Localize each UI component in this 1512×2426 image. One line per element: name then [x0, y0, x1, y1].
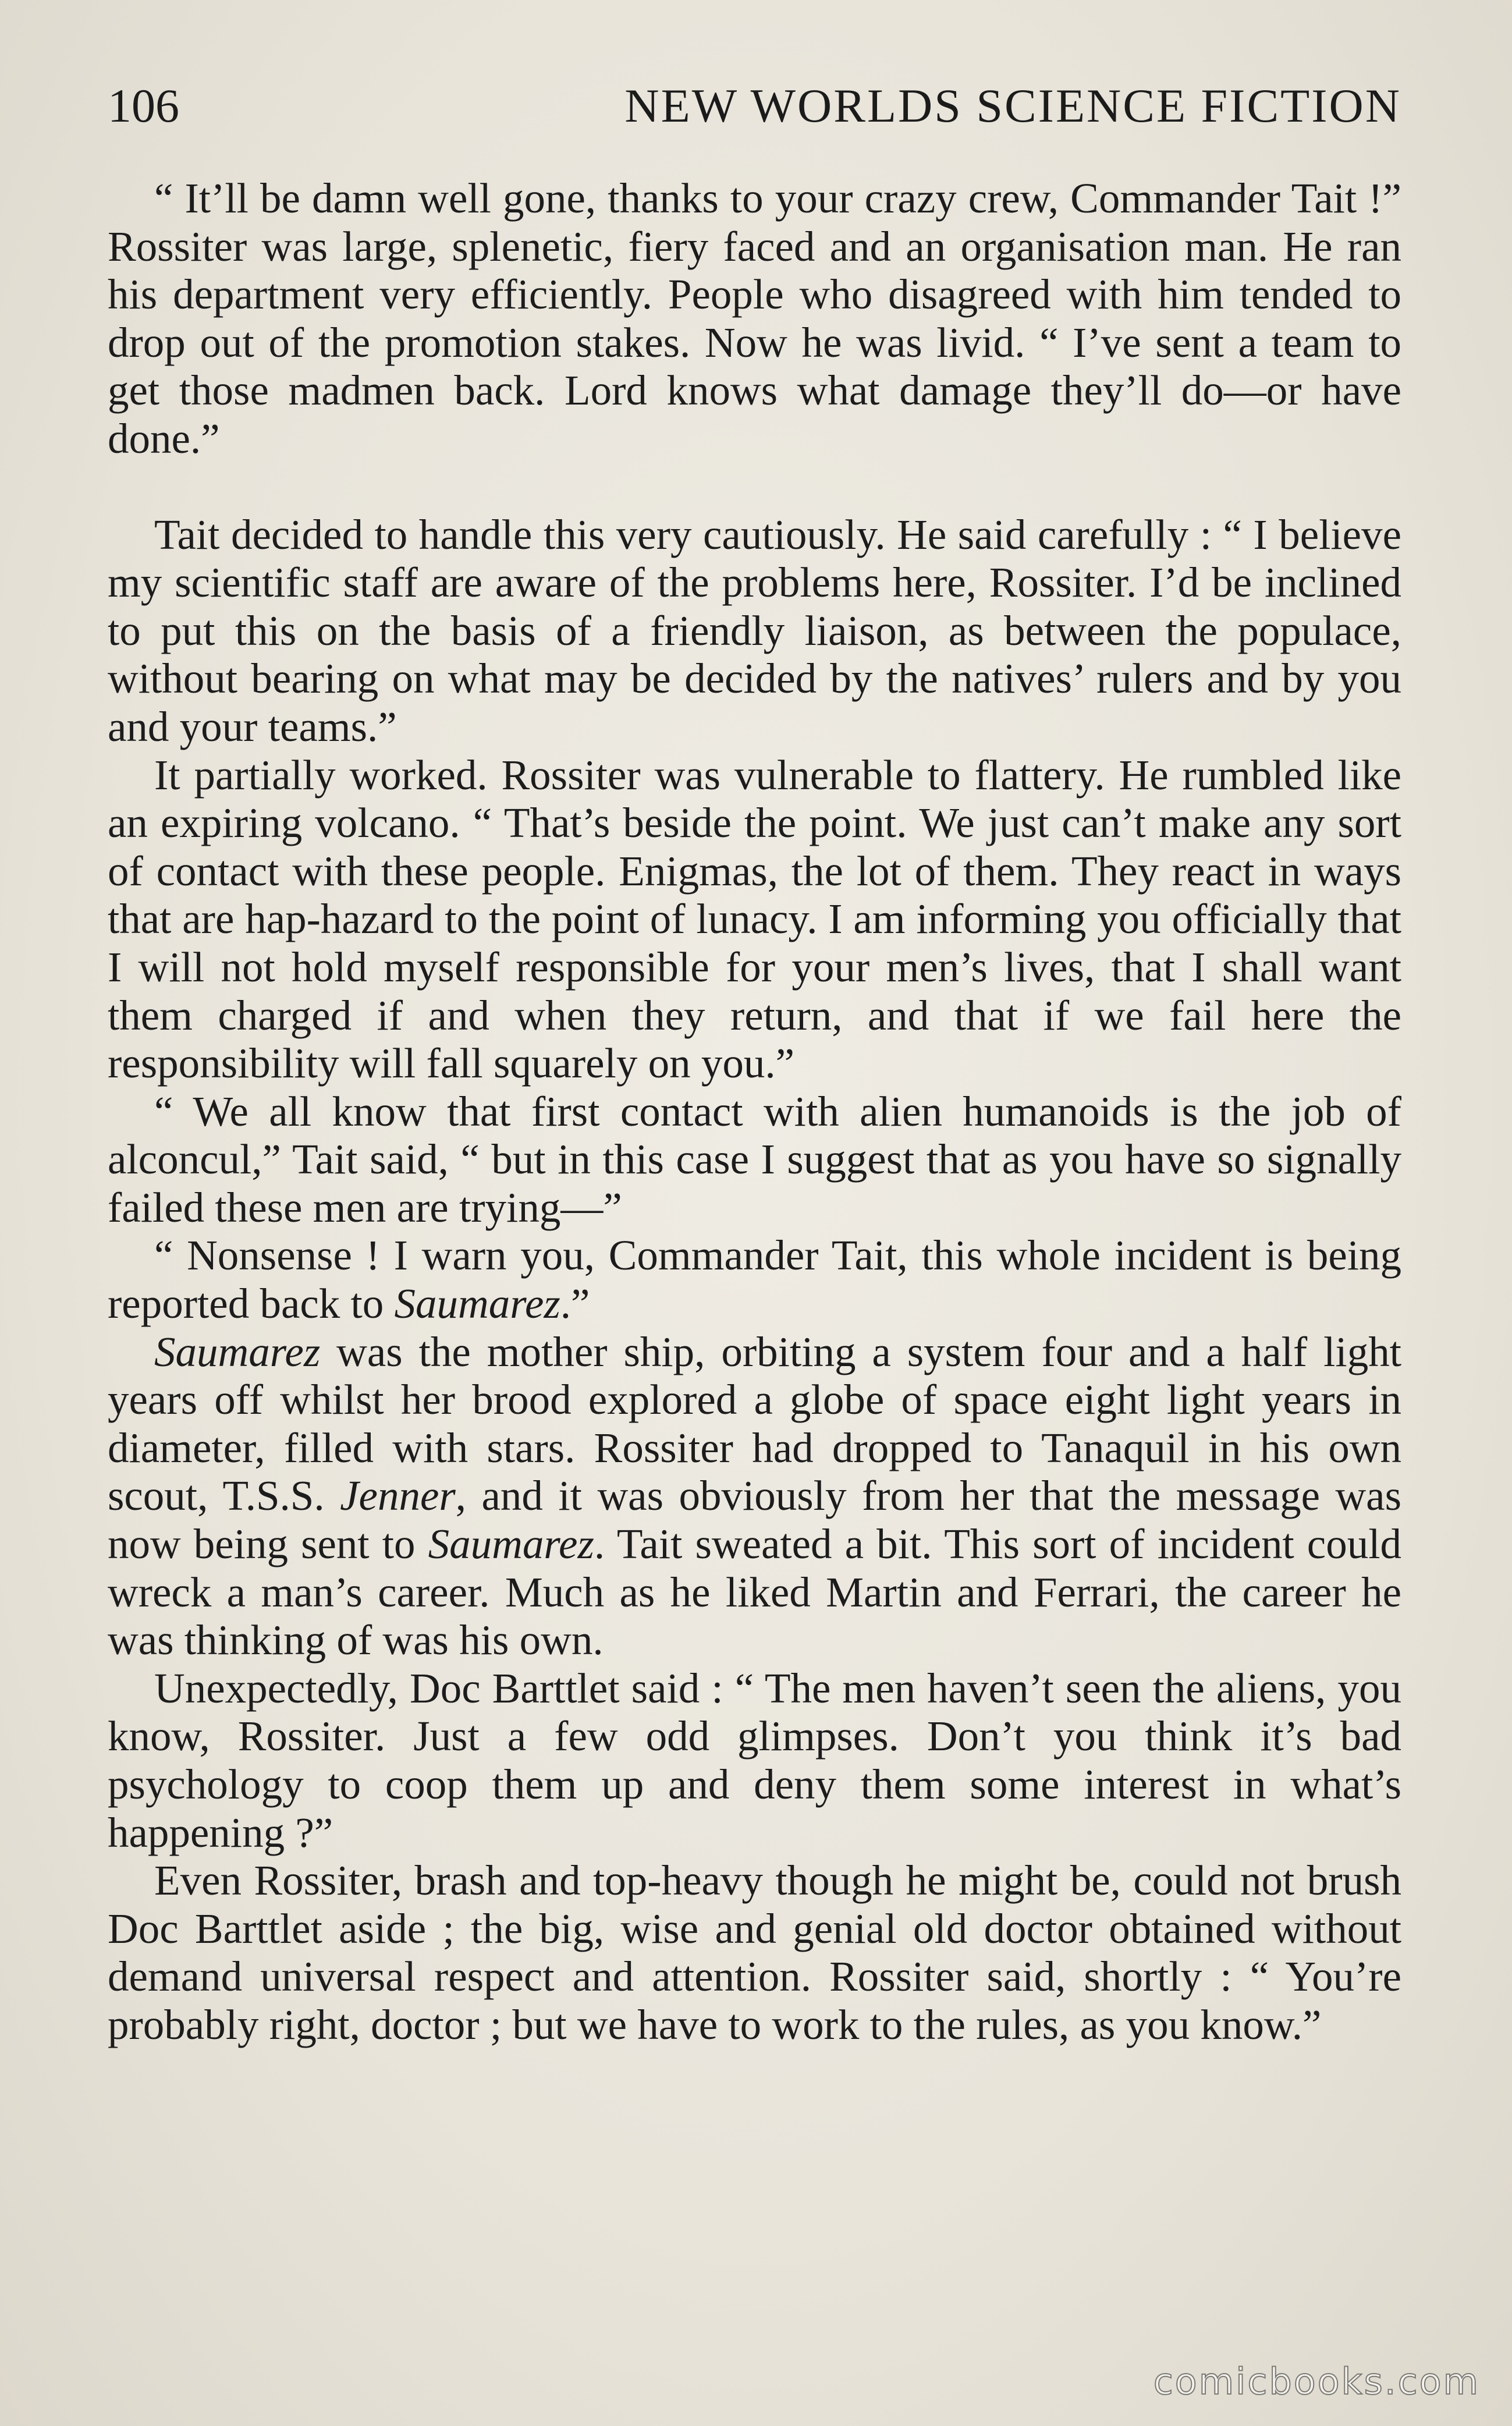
ship-name: Jenner [340, 1472, 456, 1520]
ship-name: Saumarez [154, 1328, 321, 1375]
paragraph: It partially worked. Rossiter was vulnerable to flattery. He rumbled like an expiring volcano. “ That’s beside the point. We just can’t make any sort of contact with these people. Enigmas, the lot of them. They react in ways that are hap-hazard to the point of lunacy. I am informing you officially that I will not hold myself responsible for your men’s lives, that I shall want them charged if and when they return, and that if we fail here the responsibility will fall squarely on you.” [108, 751, 1401, 1087]
paragraph: “ Nonsense ! I warn you, Commander Tait, this whole incident is being reported back to Saumarez.” [108, 1232, 1401, 1328]
ship-name: Saumarez [428, 1520, 594, 1568]
paragraph: Unexpectedly, Doc Barttlet said : “ The men haven’t seen the aliens, you know, Rossiter. Just a few odd glimpses. Don’t you think it’s bad psychology to coop them up and deny them some interest in what’s happening ?” [108, 1664, 1401, 1856]
watermark: comicbooks.com [1153, 2360, 1480, 2403]
paragraph: Saumarez was the mother ship, orbiting a system four and a half light years off whilst her brood explored a globe of space eight light years in diameter, filled with stars. Rossiter had dropped to Tanaquil in his own scout, T.S.S. Jenner, and it was obviously from her that the message was now being sent to Saumarez. Tait sweated a bit. This sort of incident could wreck a man’s career. Much as he liked Martin and Ferrari, the career he was thinking of was his own. [108, 1328, 1401, 1664]
paragraph: Tait decided to handle this very cautiously. He said carefully : “ I believe my scientific staff are aware of the problems here, Rossiter. I’d be inclined to put this on the basis of a friendly liaison, as between the populace, without bearing on what may be decided by the natives’ rulers and by you and your teams.” [108, 510, 1401, 750]
story-text [108, 175, 1401, 2049]
paragraph: “ It’ll be damn well gone, thanks to your crazy crew, Commander Tait !” Rossiter was large, splenetic, fiery faced and an organisation man. He ran his department very efficiently. People who disagreed with him tended to drop out of the promotion stakes. Now he was livid. “ I’ve sent a team to get those madmen back. Lord knows what damage they’ll do—or have done.” [108, 175, 1401, 462]
page-header [108, 79, 1401, 143]
page-number: 106 [108, 79, 179, 132]
running-title: NEW WORLDS SCIENCE FICTION [624, 79, 1401, 132]
paragraph: “ We all know that first contact with alien humanoids is the job of alconcul,” Tait said, “ but in this case I suggest that as you have so signally failed these men are trying—” [108, 1087, 1401, 1231]
paragraph: Even Rossiter, brash and top-heavy though he might be, could not brush Doc Barttlet aside ; the big, wise and genial old doctor obtained without demand universal respect and attention. Rossiter said, shortly : “ You’re probably right, doctor ; but we have to work to the rules, as you know.” [108, 1857, 1401, 2048]
ship-name: Saumarez [394, 1280, 560, 1328]
